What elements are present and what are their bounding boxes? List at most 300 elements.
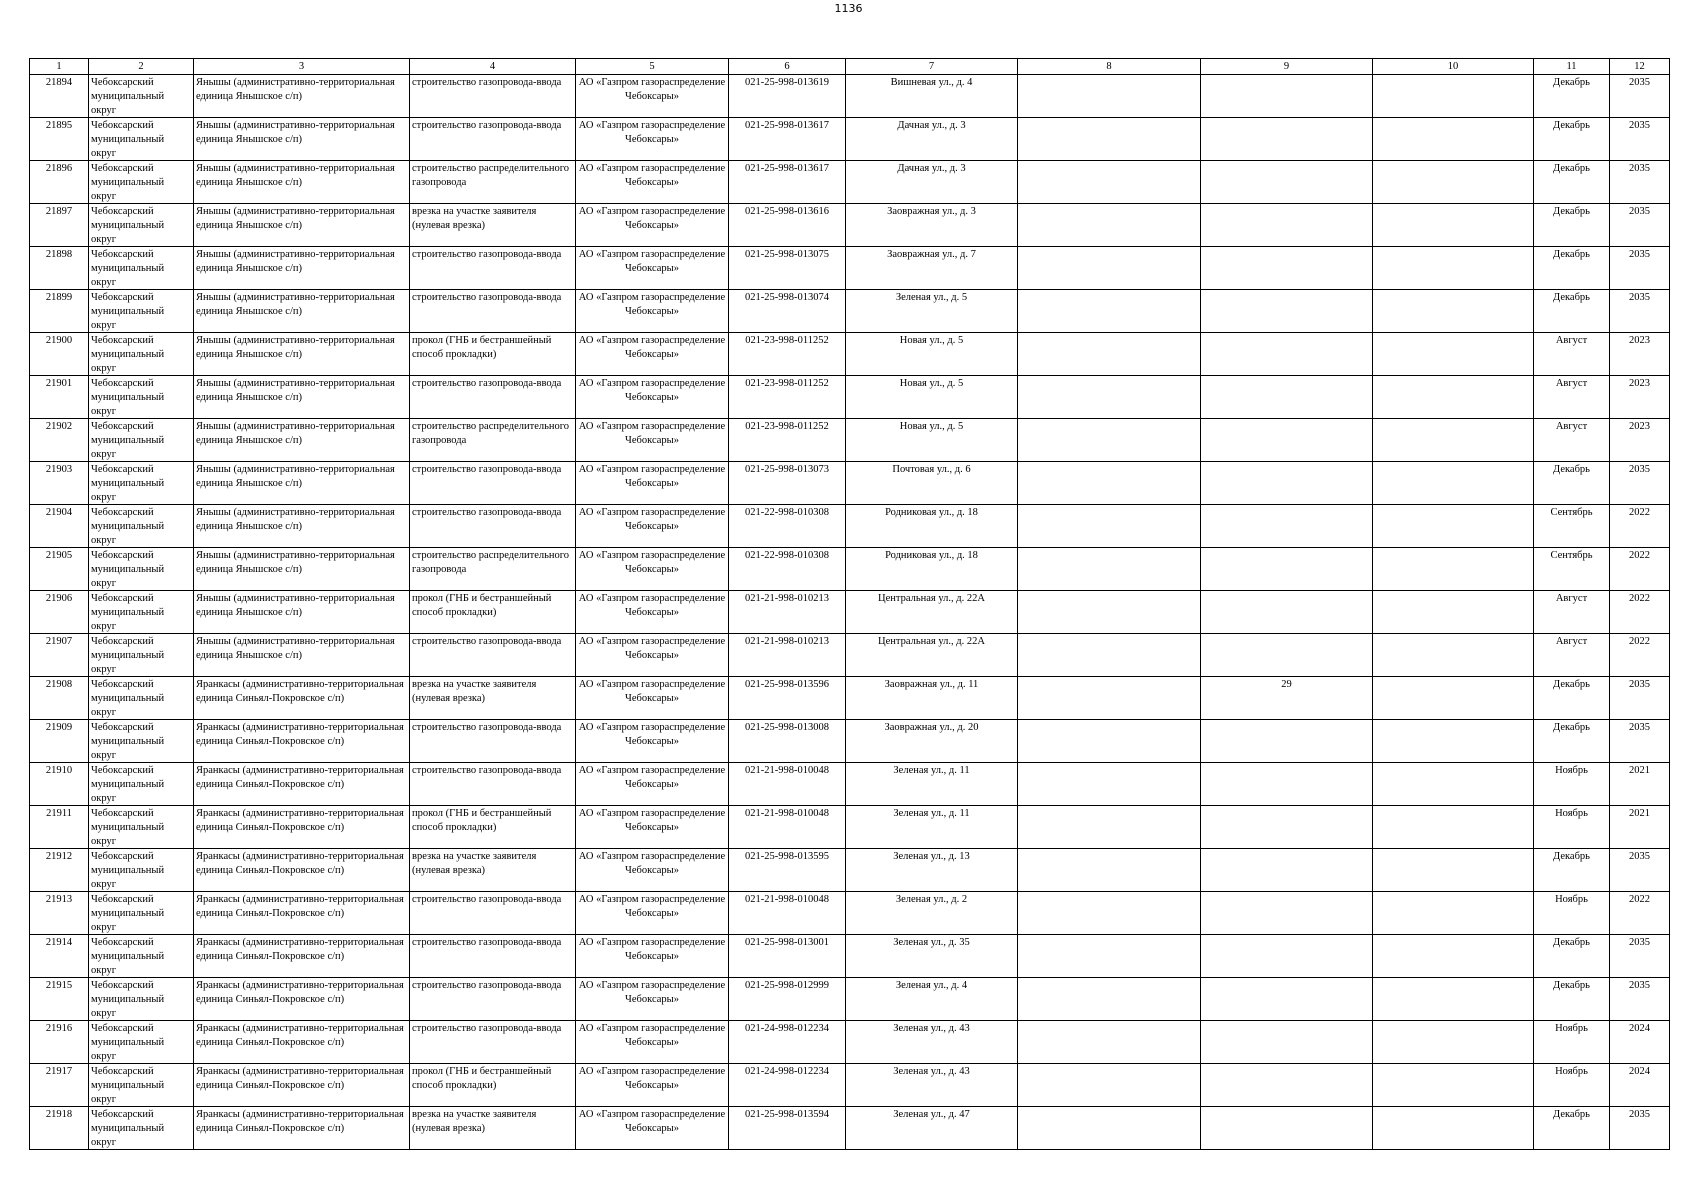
district-cell — [89, 849, 194, 892]
address-cell-text: Зеленая ул., д. 43 — [893, 1023, 970, 1034]
year-cell-text: 2021 — [1629, 808, 1650, 819]
settlement-cell — [194, 161, 410, 204]
settlement-cell — [194, 333, 410, 376]
year-cell-text: 2022 — [1629, 507, 1650, 518]
column-header-2: 2 — [89, 59, 194, 75]
column-8-cell — [1018, 247, 1201, 290]
column-9-cell — [1201, 161, 1373, 204]
year-cell-text: 2035 — [1629, 980, 1650, 991]
month-cell-text: Декабрь — [1553, 851, 1590, 862]
address-cell-text: Новая ул., д. 5 — [899, 335, 964, 346]
month-cell-text: Декабрь — [1553, 249, 1590, 260]
month-cell — [1534, 505, 1610, 548]
column-10-cell — [1373, 720, 1534, 763]
address-cell-text: Дачная ул., д. 3 — [897, 163, 966, 174]
application-code-cell — [729, 1064, 846, 1107]
column-10-cell — [1373, 75, 1534, 118]
address-cell-text: Вишневая ул., д. 4 — [890, 77, 973, 88]
settlement-cell — [194, 763, 410, 806]
row-number-text: 21901 — [45, 378, 73, 389]
work-type-cell-text: строительство газопровода-ввода — [412, 980, 562, 991]
organization-cell-text: АО «Газпром газораспределение Чебоксары» — [578, 292, 726, 317]
address-cell — [846, 548, 1018, 591]
work-type-cell-text: строительство газопровода-ввода — [412, 378, 562, 389]
district-cell — [89, 1107, 194, 1150]
district-cell — [89, 1064, 194, 1107]
address-cell — [846, 720, 1018, 763]
row-number-text: 21899 — [45, 292, 73, 303]
month-cell-text: Декабрь — [1553, 722, 1590, 733]
organization-cell — [576, 548, 729, 591]
row-number-text: 21907 — [45, 636, 73, 647]
address-cell-text: Заовражная ул., д. 3 — [887, 206, 976, 217]
settlement-cell — [194, 892, 410, 935]
row-number-text: 21894 — [45, 77, 73, 88]
organization-cell-text: АО «Газпром газораспределение Чебоксары» — [578, 335, 726, 360]
row-number-text: 21917 — [45, 1066, 73, 1077]
organization-cell-text: АО «Газпром газораспределение Чебоксары» — [578, 765, 726, 790]
settlement-cell-text: Янышы (административно-территориальная единица Янышское с/п) — [196, 120, 395, 145]
district-cell-text: Чебоксарский муниципальный округ — [91, 722, 165, 761]
district-cell — [89, 118, 194, 161]
address-cell — [846, 462, 1018, 505]
address-cell — [846, 634, 1018, 677]
organization-cell-text: АО «Газпром газораспределение Чебоксары» — [578, 851, 726, 876]
work-type-cell — [410, 247, 576, 290]
district-cell-text: Чебоксарский муниципальный округ — [91, 1109, 165, 1148]
address-cell — [846, 505, 1018, 548]
column-9-cell — [1201, 935, 1373, 978]
year-cell-text: 2035 — [1629, 851, 1650, 862]
year-cell — [1610, 892, 1670, 935]
year-cell-text: 2023 — [1629, 335, 1650, 346]
row-number-text: 21912 — [45, 851, 73, 862]
address-cell — [846, 849, 1018, 892]
application-code-cell-text: 021-22-998-010308 — [745, 550, 829, 561]
month-cell-text: Ноябрь — [1555, 1066, 1588, 1077]
table-row — [30, 161, 1670, 204]
column-9-cell-text: 29 — [1281, 679, 1292, 690]
district-cell-text: Чебоксарский муниципальный округ — [91, 1023, 165, 1062]
district-cell-text: Чебоксарский муниципальный округ — [91, 77, 165, 116]
application-code-cell-text: 021-25-998-013617 — [745, 120, 829, 131]
application-code-cell — [729, 1021, 846, 1064]
year-cell — [1610, 591, 1670, 634]
column-9-cell — [1201, 204, 1373, 247]
table-row — [30, 849, 1670, 892]
row-number — [30, 247, 89, 290]
application-code-cell — [729, 892, 846, 935]
column-9-cell — [1201, 849, 1373, 892]
year-cell-text: 2035 — [1629, 722, 1650, 733]
row-number-text: 21900 — [45, 335, 73, 346]
settlement-cell-text: Яранкасы (административно-территориальная единица Синьял-Покровское с/п) — [196, 722, 404, 747]
column-8-cell — [1018, 419, 1201, 462]
address-cell-text: Зеленая ул., д. 11 — [893, 765, 970, 776]
row-number-text: 21902 — [45, 421, 73, 432]
application-code-cell-text: 021-24-998-012234 — [745, 1023, 829, 1034]
organization-cell — [576, 204, 729, 247]
settlement-cell-text: Яранкасы (административно-территориальная единица Синьял-Покровское с/п) — [196, 1023, 404, 1048]
work-type-cell — [410, 204, 576, 247]
organization-cell — [576, 376, 729, 419]
application-code-cell — [729, 247, 846, 290]
settlement-cell-text: Яранкасы (административно-территориальная единица Синьял-Покровское с/п) — [196, 765, 404, 790]
settlement-cell — [194, 1021, 410, 1064]
organization-cell-text: АО «Газпром газораспределение Чебоксары» — [578, 808, 726, 833]
column-10-cell — [1373, 677, 1534, 720]
column-header-11: 11 — [1534, 59, 1610, 75]
district-cell-text: Чебоксарский муниципальный округ — [91, 593, 165, 632]
settlement-cell — [194, 247, 410, 290]
month-cell-text: Август — [1555, 636, 1588, 647]
address-cell — [846, 204, 1018, 247]
organization-cell-text: АО «Газпром газораспределение Чебоксары» — [578, 636, 726, 661]
year-cell — [1610, 849, 1670, 892]
address-cell — [846, 290, 1018, 333]
organization-cell-text: АО «Газпром газораспределение Чебоксары» — [578, 550, 726, 575]
settlement-cell-text: Янышы (административно-территориальная единица Янышское с/п) — [196, 507, 395, 532]
work-type-cell-text: прокол (ГНБ и бестраншейный способ прокладки) — [412, 808, 552, 833]
table-row — [30, 1064, 1670, 1107]
organization-cell — [576, 978, 729, 1021]
year-cell — [1610, 1107, 1670, 1150]
district-cell — [89, 720, 194, 763]
organization-cell-text: АО «Газпром газораспределение Чебоксары» — [578, 249, 726, 274]
work-type-cell — [410, 806, 576, 849]
settlement-cell-text: Яранкасы (административно-территориальная единица Синьял-Покровское с/п) — [196, 808, 404, 833]
address-cell-text: Заовражная ул., д. 7 — [887, 249, 976, 260]
address-cell-text: Новая ул., д. 5 — [899, 421, 964, 432]
work-type-cell-text: врезка на участке заявителя (нулевая врезка) — [412, 851, 537, 876]
application-code-cell-text: 021-25-998-013008 — [745, 722, 829, 733]
column-10-cell — [1373, 634, 1534, 677]
district-cell — [89, 247, 194, 290]
table-row — [30, 376, 1670, 419]
district-cell-text: Чебоксарский муниципальный округ — [91, 808, 165, 847]
organization-cell-text: АО «Газпром газораспределение Чебоксары» — [578, 937, 726, 962]
column-8-cell — [1018, 720, 1201, 763]
table-row — [30, 290, 1670, 333]
work-type-cell-text: врезка на участке заявителя (нулевая врезка) — [412, 1109, 537, 1134]
column-8-cell — [1018, 161, 1201, 204]
year-cell-text: 2035 — [1629, 464, 1650, 475]
settlement-cell-text: Янышы (административно-территориальная единица Янышское с/п) — [196, 77, 395, 102]
column-10-cell — [1373, 376, 1534, 419]
work-type-cell-text: строительство распределительного газопровода — [412, 550, 570, 575]
year-cell — [1610, 677, 1670, 720]
settlement-cell-text: Яранкасы (административно-территориальная единица Синьял-Покровское с/п) — [196, 851, 404, 876]
application-code-cell-text: 021-25-998-013001 — [745, 937, 829, 948]
organization-cell — [576, 118, 729, 161]
table-row — [30, 763, 1670, 806]
month-cell-text: Август — [1555, 378, 1588, 389]
month-cell — [1534, 1107, 1610, 1150]
column-header-12: 12 — [1610, 59, 1670, 75]
organization-cell-text: АО «Газпром газораспределение Чебоксары» — [578, 722, 726, 747]
column-9-cell — [1201, 462, 1373, 505]
column-10-cell — [1373, 591, 1534, 634]
row-number-text: 21898 — [45, 249, 73, 260]
row-number-text: 21897 — [45, 206, 73, 217]
address-cell — [846, 763, 1018, 806]
district-cell-text: Чебоксарский муниципальный округ — [91, 507, 165, 546]
month-cell — [1534, 677, 1610, 720]
district-cell — [89, 978, 194, 1021]
month-cell-text: Декабрь — [1553, 464, 1590, 475]
column-8-cell — [1018, 1107, 1201, 1150]
district-cell-text: Чебоксарский муниципальный округ — [91, 550, 165, 589]
organization-cell-text: АО «Газпром газораспределение Чебоксары» — [578, 464, 726, 489]
settlement-cell — [194, 548, 410, 591]
column-9-cell — [1201, 333, 1373, 376]
column-10-cell — [1373, 806, 1534, 849]
application-code-cell — [729, 204, 846, 247]
application-code-cell — [729, 978, 846, 1021]
column-9-cell — [1201, 419, 1373, 462]
row-number-text: 21896 — [45, 163, 73, 174]
application-code-cell-text: 021-21-998-010048 — [745, 894, 829, 905]
month-cell-text: Декабрь — [1553, 937, 1590, 948]
settlement-cell-text: Яранкасы (административно-территориальная единица Синьял-Покровское с/п) — [196, 1109, 404, 1134]
application-code-cell — [729, 849, 846, 892]
year-cell — [1610, 204, 1670, 247]
column-9-cell — [1201, 720, 1373, 763]
district-cell — [89, 419, 194, 462]
column-10-cell — [1373, 935, 1534, 978]
row-number — [30, 1064, 89, 1107]
row-number — [30, 75, 89, 118]
year-cell-text: 2023 — [1629, 421, 1650, 432]
table-row — [30, 806, 1670, 849]
address-cell — [846, 75, 1018, 118]
year-cell-text: 2035 — [1629, 77, 1650, 88]
work-type-cell — [410, 376, 576, 419]
application-code-cell — [729, 376, 846, 419]
organization-cell — [576, 419, 729, 462]
district-cell-text: Чебоксарский муниципальный округ — [91, 980, 165, 1019]
application-code-cell-text: 021-25-998-013074 — [745, 292, 829, 303]
organization-cell-text: АО «Газпром газораспределение Чебоксары» — [578, 378, 726, 403]
settlement-cell — [194, 204, 410, 247]
application-code-cell-text: 021-25-998-013075 — [745, 249, 829, 260]
district-cell — [89, 591, 194, 634]
settlement-cell — [194, 1064, 410, 1107]
application-code-cell-text: 021-25-998-012999 — [745, 980, 829, 991]
district-cell — [89, 935, 194, 978]
district-cell — [89, 548, 194, 591]
address-cell — [846, 376, 1018, 419]
column-8-cell — [1018, 935, 1201, 978]
year-cell-text: 2035 — [1629, 249, 1650, 260]
column-10-cell — [1373, 763, 1534, 806]
year-cell — [1610, 118, 1670, 161]
district-cell — [89, 161, 194, 204]
year-cell — [1610, 290, 1670, 333]
work-type-cell-text: прокол (ГНБ и бестраншейный способ прокладки) — [412, 1066, 552, 1091]
row-number — [30, 978, 89, 1021]
column-10-cell — [1373, 419, 1534, 462]
column-header-3: 3 — [194, 59, 410, 75]
application-code-cell — [729, 548, 846, 591]
month-cell-text: Август — [1555, 593, 1588, 604]
settlement-cell-text: Янышы (административно-территориальная единица Янышское с/п) — [196, 464, 395, 489]
month-cell — [1534, 204, 1610, 247]
month-cell-text: Декабрь — [1553, 163, 1590, 174]
address-cell — [846, 1107, 1018, 1150]
settlement-cell — [194, 935, 410, 978]
settlement-cell — [194, 376, 410, 419]
table-row — [30, 677, 1670, 720]
row-number — [30, 720, 89, 763]
row-number — [30, 591, 89, 634]
table-row — [30, 118, 1670, 161]
year-cell — [1610, 806, 1670, 849]
organization-cell-text: АО «Газпром газораспределение Чебоксары» — [578, 77, 726, 102]
year-cell — [1610, 548, 1670, 591]
column-8-cell — [1018, 763, 1201, 806]
column-8-cell — [1018, 376, 1201, 419]
settlement-cell-text: Яранкасы (административно-территориальная единица Синьял-Покровское с/п) — [196, 937, 404, 962]
address-cell — [846, 806, 1018, 849]
month-cell — [1534, 419, 1610, 462]
column-header-8: 8 — [1018, 59, 1201, 75]
column-10-cell — [1373, 849, 1534, 892]
application-code-cell-text: 021-23-998-011252 — [745, 335, 829, 346]
district-cell-text: Чебоксарский муниципальный округ — [91, 636, 165, 675]
column-10-cell — [1373, 892, 1534, 935]
work-type-cell — [410, 978, 576, 1021]
application-code-cell-text: 021-23-998-011252 — [745, 421, 829, 432]
column-8-cell — [1018, 333, 1201, 376]
column-10-cell — [1373, 505, 1534, 548]
row-number-text: 21910 — [45, 765, 73, 776]
month-cell — [1534, 462, 1610, 505]
year-cell-text: 2021 — [1629, 765, 1650, 776]
application-code-cell — [729, 75, 846, 118]
month-cell — [1534, 548, 1610, 591]
month-cell — [1534, 247, 1610, 290]
column-8-cell — [1018, 75, 1201, 118]
column-10-cell — [1373, 978, 1534, 1021]
table-row — [30, 978, 1670, 1021]
organization-cell — [576, 161, 729, 204]
district-cell-text: Чебоксарский муниципальный округ — [91, 679, 165, 718]
page-number: 1136 — [834, 2, 863, 15]
year-cell-text: 2022 — [1629, 636, 1650, 647]
column-10-cell — [1373, 290, 1534, 333]
month-cell — [1534, 290, 1610, 333]
year-cell-text: 2035 — [1629, 937, 1650, 948]
organization-cell — [576, 247, 729, 290]
month-cell — [1534, 75, 1610, 118]
address-cell-text: Зеленая ул., д. 5 — [895, 292, 968, 303]
year-cell — [1610, 75, 1670, 118]
address-cell-text: Зеленая ул., д. 2 — [895, 894, 968, 905]
month-cell-text: Ноябрь — [1555, 1023, 1588, 1034]
address-cell — [846, 978, 1018, 1021]
application-code-cell-text: 021-24-998-012234 — [745, 1066, 829, 1077]
district-cell-text: Чебоксарский муниципальный округ — [91, 421, 165, 460]
district-cell — [89, 462, 194, 505]
table-row — [30, 1107, 1670, 1150]
year-cell-text: 2023 — [1629, 378, 1650, 389]
application-code-cell — [729, 806, 846, 849]
application-code-cell-text: 021-25-998-013073 — [745, 464, 829, 475]
organization-cell — [576, 892, 729, 935]
work-type-cell — [410, 677, 576, 720]
settlement-cell — [194, 75, 410, 118]
column-9-cell — [1201, 548, 1373, 591]
row-number-text: 21911 — [46, 808, 72, 819]
row-number — [30, 376, 89, 419]
application-code-cell-text: 021-22-998-010308 — [745, 507, 829, 518]
district-cell-text: Чебоксарский муниципальный округ — [91, 120, 165, 159]
month-cell-text: Декабрь — [1553, 679, 1590, 690]
district-cell — [89, 204, 194, 247]
application-code-cell — [729, 161, 846, 204]
address-cell-text: Заовражная ул., д. 20 — [884, 722, 979, 733]
work-type-cell — [410, 634, 576, 677]
year-cell — [1610, 247, 1670, 290]
work-type-cell — [410, 548, 576, 591]
work-type-cell — [410, 333, 576, 376]
column-9-cell — [1201, 763, 1373, 806]
column-9-cell — [1201, 978, 1373, 1021]
column-header-5: 5 — [576, 59, 729, 75]
address-cell — [846, 118, 1018, 161]
year-cell — [1610, 1064, 1670, 1107]
row-number — [30, 634, 89, 677]
organization-cell — [576, 333, 729, 376]
row-number — [30, 333, 89, 376]
organization-cell-text: АО «Газпром газораспределение Чебоксары» — [578, 507, 726, 532]
organization-cell-text: АО «Газпром газораспределение Чебоксары» — [578, 980, 726, 1005]
settlement-cell-text: Яранкасы (административно-территориальная единица Синьял-Покровское с/п) — [196, 1066, 404, 1091]
organization-cell — [576, 1107, 729, 1150]
application-code-cell-text: 021-21-998-010213 — [745, 593, 829, 604]
year-cell — [1610, 935, 1670, 978]
row-number-text: 21915 — [45, 980, 73, 991]
work-type-cell — [410, 1064, 576, 1107]
settlement-cell — [194, 1107, 410, 1150]
column-8-cell — [1018, 290, 1201, 333]
address-cell — [846, 677, 1018, 720]
district-cell-text: Чебоксарский муниципальный округ — [91, 335, 165, 374]
settlement-cell — [194, 849, 410, 892]
row-number-text: 21905 — [45, 550, 73, 561]
year-cell-text: 2035 — [1629, 120, 1650, 131]
row-number — [30, 548, 89, 591]
month-cell — [1534, 892, 1610, 935]
table-row — [30, 462, 1670, 505]
row-number-text: 21906 — [45, 593, 73, 604]
address-cell-text: Почтовая ул., д. 6 — [892, 464, 971, 475]
column-9-cell — [1201, 1064, 1373, 1107]
work-type-cell — [410, 935, 576, 978]
settlement-cell — [194, 806, 410, 849]
organization-cell-text: АО «Газпром газораспределение Чебоксары» — [578, 421, 726, 446]
table-row — [30, 892, 1670, 935]
register-table — [29, 58, 1670, 1150]
work-type-cell — [410, 290, 576, 333]
organization-cell — [576, 763, 729, 806]
year-cell — [1610, 763, 1670, 806]
row-number — [30, 290, 89, 333]
address-cell — [846, 419, 1018, 462]
column-9-cell — [1201, 634, 1373, 677]
table-row — [30, 634, 1670, 677]
